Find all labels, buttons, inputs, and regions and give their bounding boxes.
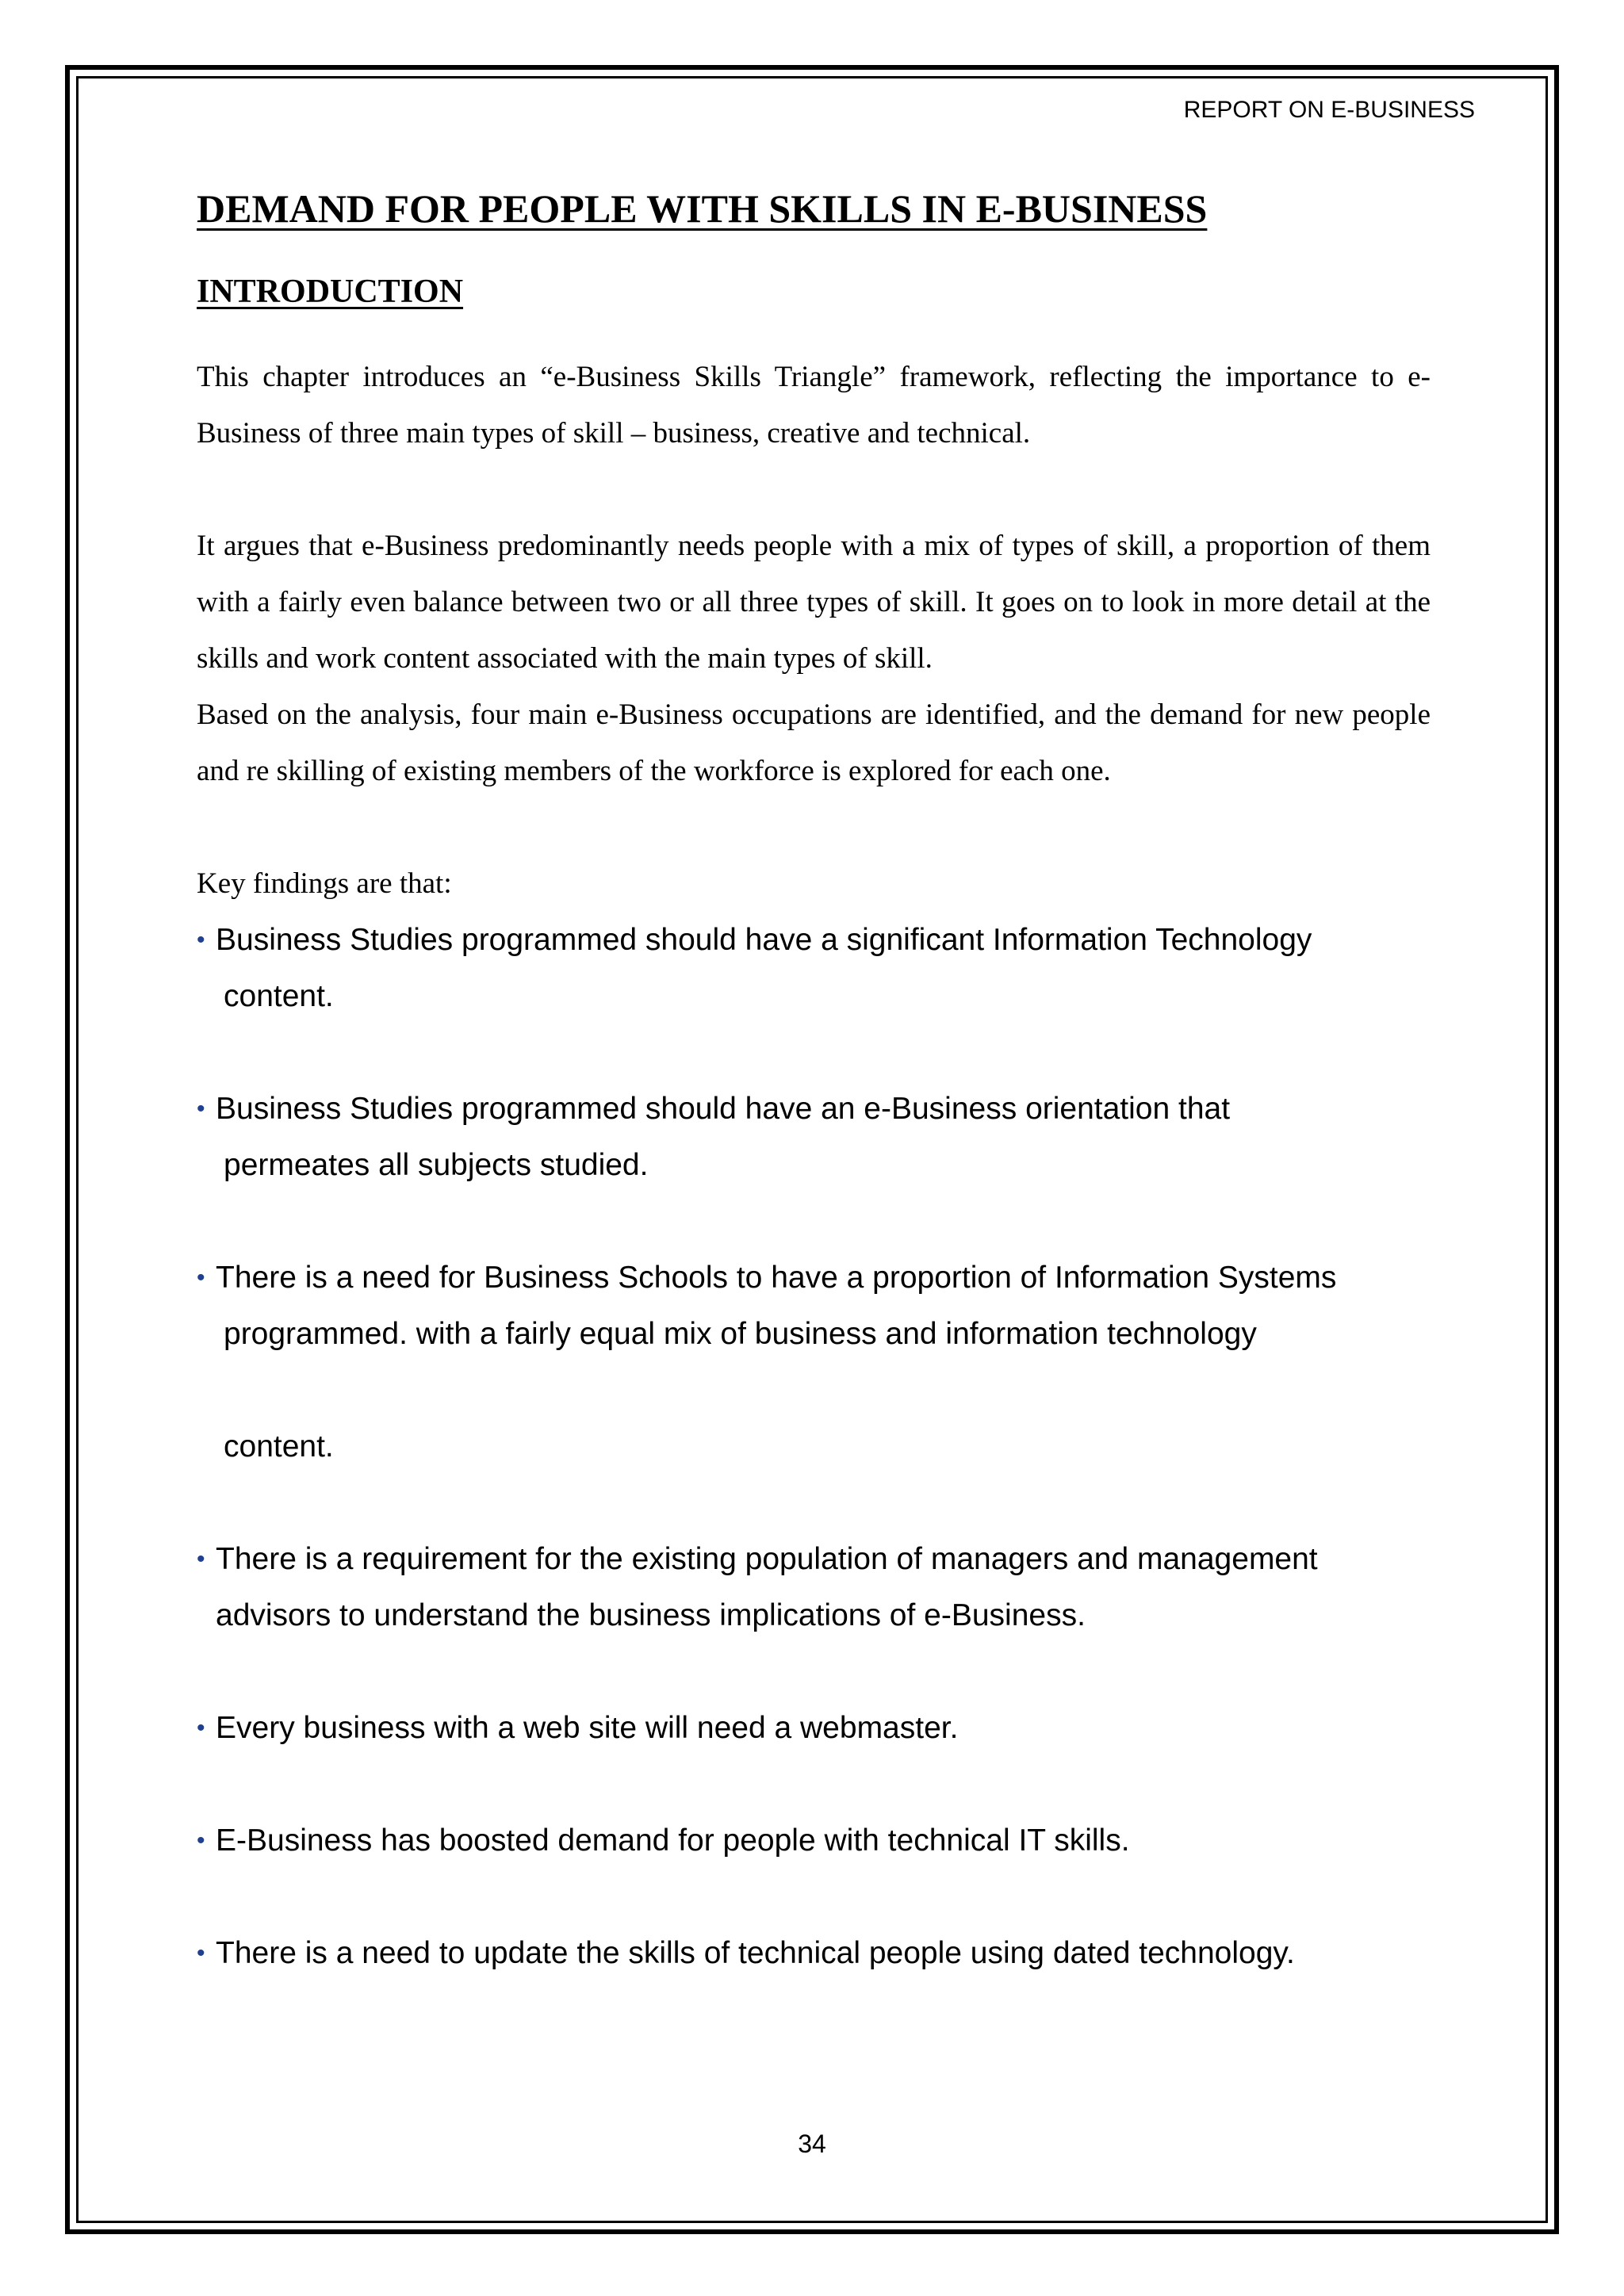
bullet-icon: • <box>197 1715 205 1741</box>
paragraph-key-findings: Key findings are that: <box>197 867 452 900</box>
list-item <box>197 1700 1431 1756</box>
section-heading: INTRODUCTION <box>197 274 464 310</box>
findings-list <box>197 912 1431 1981</box>
list-item-text: E-Business has boosted demand for people with technical IT skills. <box>216 1823 1130 1858</box>
bullet-icon: • <box>197 1827 205 1854</box>
paragraph-analysis: Based on the analysis, four main e-Business occupations are identified, and the demand for new people and re skilling of existing members of the workforce is explored for each one. <box>197 698 1431 787</box>
bullet-icon: • <box>197 1265 205 1291</box>
document-title: DEMAND FOR PEOPLE WITH SKILLS IN E-BUSINESS <box>197 186 1208 231</box>
list-item-text: Business Studies programmed should have an e-Business orientation that <box>216 1092 1231 1126</box>
list-item <box>197 1249 1431 1475</box>
list-item-text: There is a requirement for the existing population of managers and management <box>216 1542 1318 1576</box>
list-item <box>197 1812 1431 1869</box>
bullet-icon: • <box>197 1940 205 1966</box>
list-item <box>197 1531 1431 1644</box>
list-item-text: content. <box>224 1429 334 1464</box>
list-item-text: permeates all subjects studied. <box>224 1148 649 1182</box>
page-number: 34 <box>798 2130 826 2158</box>
list-item-text: content. <box>224 979 334 1013</box>
bullet-icon: • <box>197 1546 205 1572</box>
list-item-text: Business Studies programmed should have a significant Information Technology <box>216 923 1312 957</box>
list-item-text: programmed. with a fairly equal mix of business and information technology <box>224 1317 1257 1351</box>
page-content <box>197 181 1431 2038</box>
list-item-text: There is a need for Business Schools to have a proportion of Information Systems <box>216 1261 1337 1295</box>
list-item-text: There is a need to update the skills of technical people using dated technology. <box>216 1936 1295 1970</box>
bullet-icon: • <box>197 1096 205 1122</box>
list-item-text: Every business with a web site will need a webmaster. <box>216 1711 959 1745</box>
list-item <box>197 1925 1431 1981</box>
bullet-icon: • <box>197 927 205 953</box>
list-item-text: advisors to understand the business implications of e-Business. <box>216 1598 1086 1632</box>
paragraph-intro: This chapter introduces an “e-Business Skills Triangle” framework, reflecting the importance to e-Business of three main types of skill – business, creative and technical. <box>197 361 1431 450</box>
paragraph-argument: It argues that e-Business predominantly needs people with a mix of types of skill, a proportion of them with a fairly even balance between two or all three types of skill. It goes on to look in more detail at the skills and work content associated with the main types of skill. <box>197 530 1431 675</box>
list-item <box>197 912 1431 1024</box>
list-item <box>197 1081 1431 1193</box>
running-header: REPORT ON E-BUSINESS <box>1183 97 1475 123</box>
